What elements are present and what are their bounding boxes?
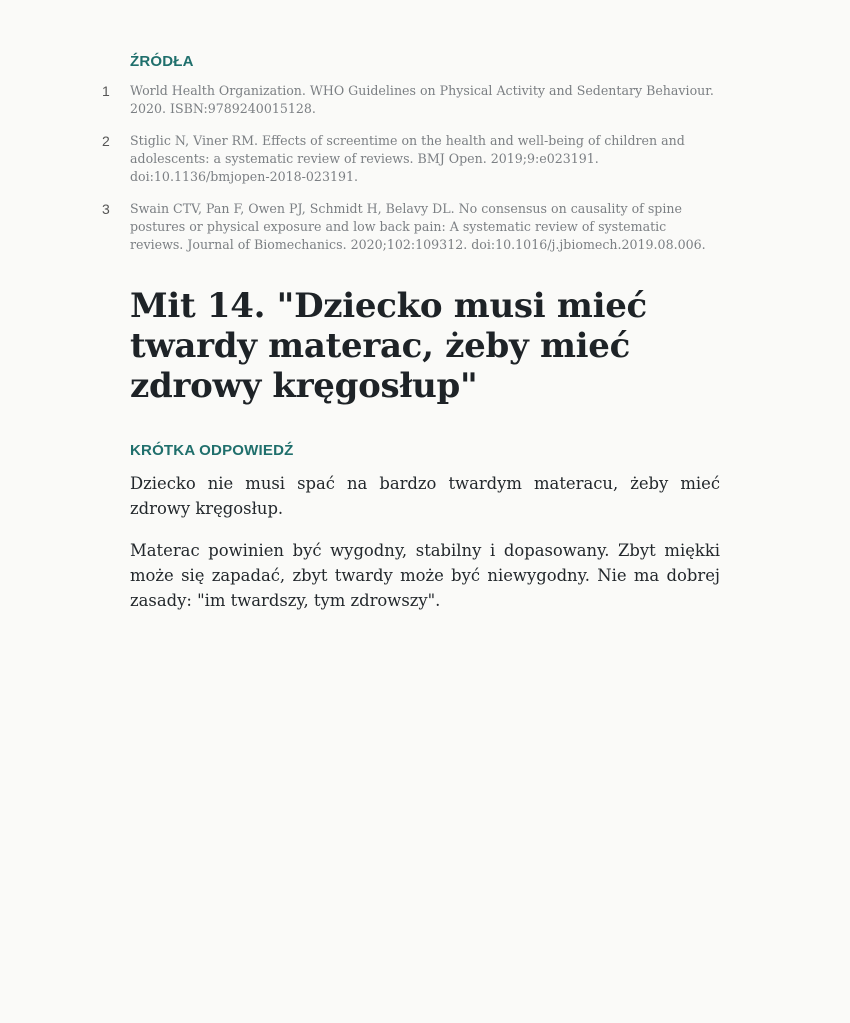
reference-number: 2 [102, 133, 110, 149]
reference-text: Swain CTV, Pan F, Owen PJ, Schmidt H, Belavy DL. No consensus on causality of spine postures or physical exposure and low back pain: A systematic review of systematic reviews. Journal of Biomechanics. 2020;102:109312. doi:10.1016/j.jbiomech.2019.08.006. [130, 201, 706, 252]
reference-list [0, 82, 850, 268]
answer-paragraph: Dziecko nie musi spać na bardzo twardym materacu, żeby mieć zdrowy kręgosłup. [130, 474, 720, 518]
reference-number: 1 [102, 83, 110, 99]
reference-item [0, 200, 850, 254]
answer-paragraph: Materac powinien być wygodny, stabilny i dopasowany. Zbyt miękki może się zapadać, zbyt twardy może być niewygodny. Nie ma dobrej zasady: "im twardszy, tym zdrowszy". [130, 541, 720, 610]
myth-title: Mit 14. "Dziecko musi mieć twardy materac, żeby mieć zdrowy kręgosłup" [130, 286, 647, 406]
reference-text: World Health Organization. WHO Guidelines on Physical Activity and Sedentary Behaviour. 2020. ISBN:9789240015128. [130, 83, 714, 116]
short-answer-heading: KRÓTKA ODPOWIEDŹ [130, 442, 294, 459]
reference-text: Stiglic N, Viner RM. Effects of screentime on the health and well-being of children and adolescents: a systematic review of reviews. BMJ Open. 2019;9:e023191. doi:10.1136/bmjopen-2018-023191. [130, 133, 685, 184]
reference-item [0, 82, 850, 118]
reference-number: 3 [102, 201, 110, 217]
reference-item [0, 132, 850, 186]
sources-heading: ŹRÓDŁA [130, 53, 194, 70]
